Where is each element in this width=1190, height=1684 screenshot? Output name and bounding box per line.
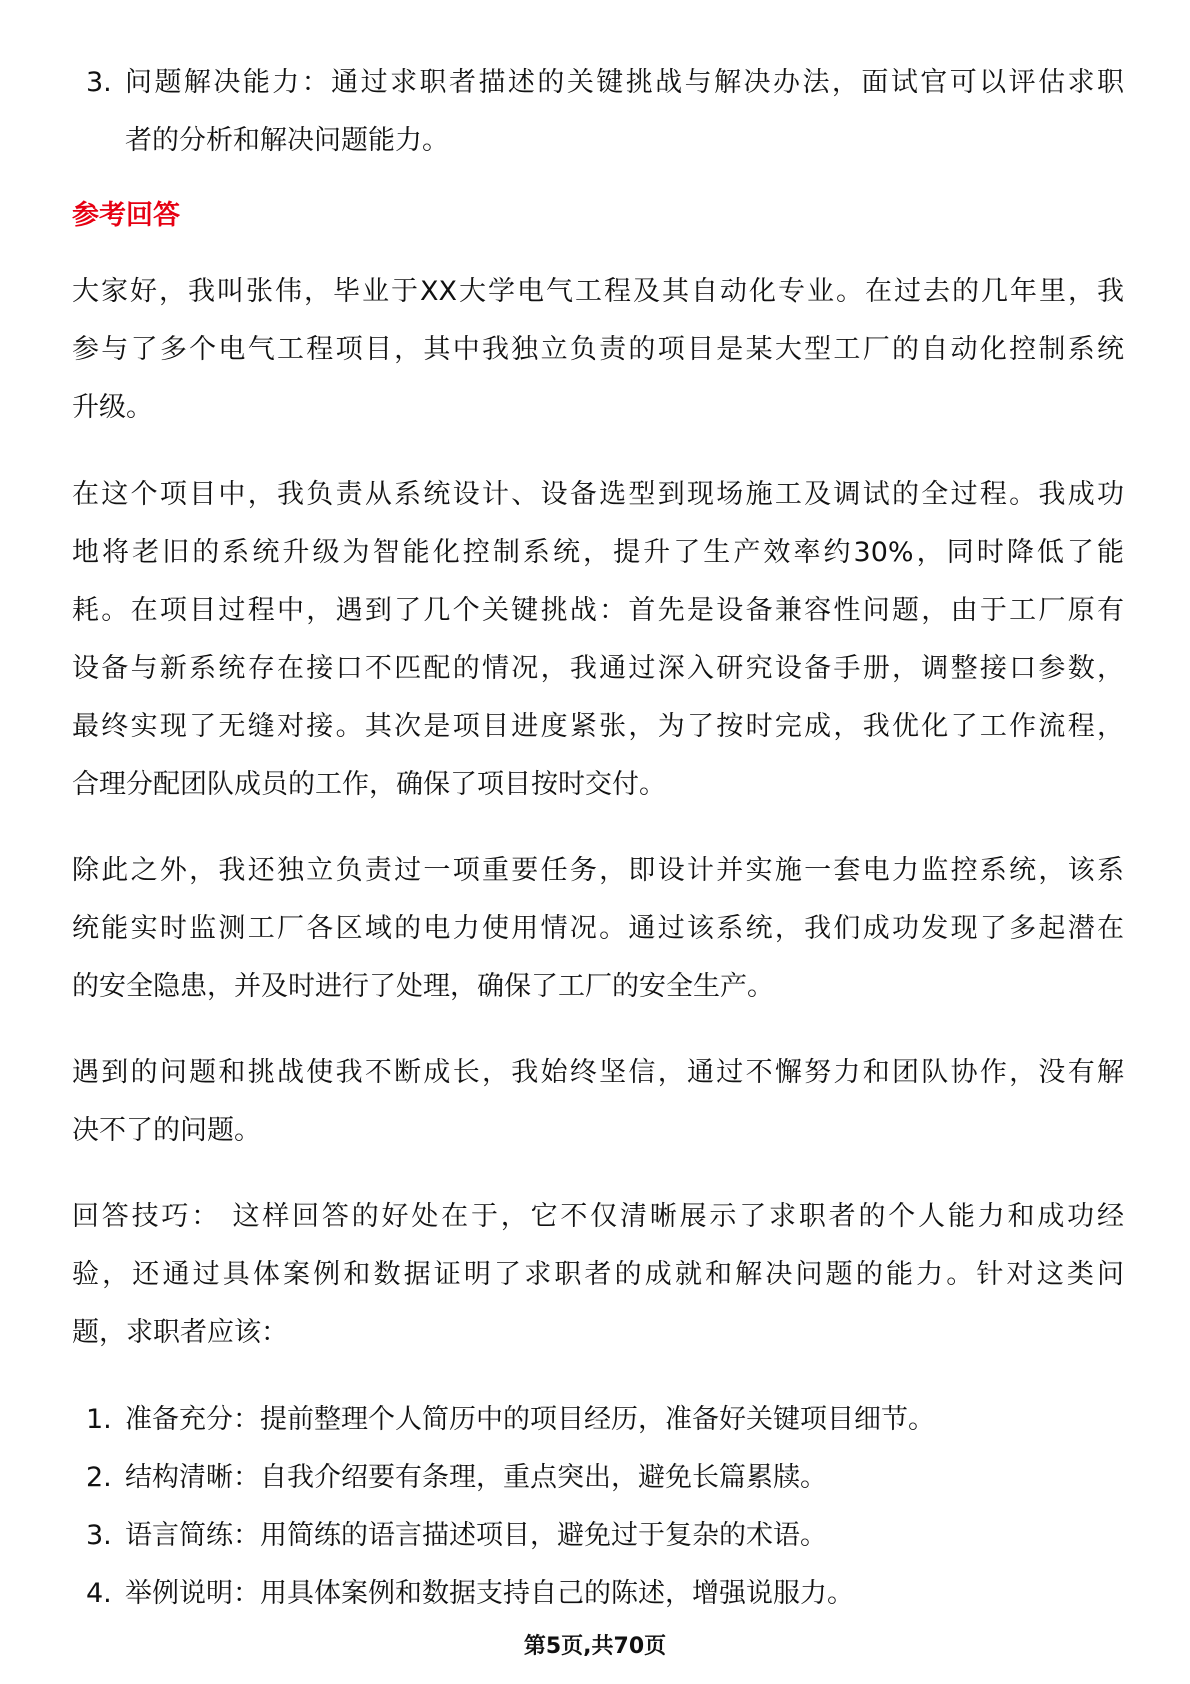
tip-text: 语言简练：用简练的语言描述项目，避免过于复杂的术语。 bbox=[125, 1520, 827, 1551]
text-line: 的安全隐患，并及时进行了处理，确保了工厂的安全生产。 bbox=[72, 971, 774, 1002]
list-number: 4. bbox=[86, 1578, 112, 1609]
text-line: 参与了多个电气工程项目，其中我独立负责的项目是某大型工厂的自动化控制系统 bbox=[72, 334, 1124, 365]
text-line: 决不了的问题。 bbox=[72, 1115, 261, 1146]
list-item-problem-solving bbox=[86, 54, 1124, 170]
text-line: 问题解决能力：通过求职者描述的关键挑战与解决办法，面试官可以评估求职 bbox=[125, 67, 1124, 98]
tip-item bbox=[86, 1507, 1124, 1565]
tip-item bbox=[86, 1449, 1124, 1507]
list-number: 1. bbox=[86, 1404, 112, 1435]
text-line: 地将老旧的系统升级为智能化控制系统，提升了生产效率约30%，同时降低了能 bbox=[72, 537, 1124, 568]
paragraph-growth bbox=[72, 1044, 1124, 1160]
text-line: 者的分析和解决问题能力。 bbox=[125, 125, 449, 156]
text-line: 最终实现了无缝对接。其次是项目进度紧张，为了按时完成，我优化了工作流程， bbox=[72, 711, 1124, 742]
text-line: 大家好，我叫张伟，毕业于XX大学电气工程及其自动化专业。在过去的几年里，我 bbox=[72, 276, 1124, 307]
list-number: 3. bbox=[86, 1520, 112, 1551]
paragraph-project bbox=[72, 466, 1124, 814]
text-line: 耗。在项目过程中，遇到了几个关键挑战：首先是设备兼容性问题，由于工厂原有 bbox=[72, 595, 1124, 626]
text-line: 题，求职者应该： bbox=[72, 1317, 288, 1348]
page-number: 第5页,共70页 bbox=[523, 1634, 667, 1659]
paragraph-monitoring bbox=[72, 842, 1124, 1016]
text-line: 合理分配团队成员的工作，确保了项目按时交付。 bbox=[72, 769, 666, 800]
text-line: 升级。 bbox=[72, 392, 153, 423]
section-heading: 参考回答 bbox=[72, 200, 180, 231]
list-number: 2. bbox=[86, 1462, 112, 1493]
tip-text: 举例说明：用具体案例和数据支持自己的陈述，增强说服力。 bbox=[125, 1578, 854, 1609]
text-line: 设备与新系统存在接口不匹配的情况，我通过深入研究设备手册，调整接口参数， bbox=[72, 653, 1124, 684]
text-line: 回答技巧： 这样回答的好处在于，它不仅清晰展示了求职者的个人能力和成功经 bbox=[72, 1201, 1124, 1232]
text-line: 统能实时监测工厂各区域的电力使用情况。通过该系统，我们成功发现了多起潜在 bbox=[72, 913, 1124, 944]
paragraph-intro bbox=[72, 263, 1124, 437]
paragraph-tips-intro bbox=[72, 1188, 1124, 1362]
tip-text: 准备充分：提前整理个人简历中的项目经历，准备好关键项目细节。 bbox=[125, 1404, 935, 1435]
text-line: 遇到的问题和挑战使我不断成长，我始终坚信，通过不懈努力和团队协作，没有解 bbox=[72, 1057, 1124, 1088]
text-line: 验，还通过具体案例和数据证明了求职者的成就和解决问题的能力。针对这类问 bbox=[72, 1259, 1124, 1290]
tip-item bbox=[86, 1565, 1124, 1623]
tip-text: 结构清晰：自我介绍要有条理，重点突出，避免长篇累牍。 bbox=[125, 1462, 827, 1493]
text-line: 在这个项目中，我负责从系统设计、设备选型到现场施工及调试的全过程。我成功 bbox=[72, 479, 1124, 510]
tip-item bbox=[86, 1391, 1124, 1449]
list-number: 3. bbox=[86, 67, 112, 98]
text-line: 除此之外，我还独立负责过一项重要任务，即设计并实施一套电力监控系统，该系 bbox=[72, 855, 1124, 886]
